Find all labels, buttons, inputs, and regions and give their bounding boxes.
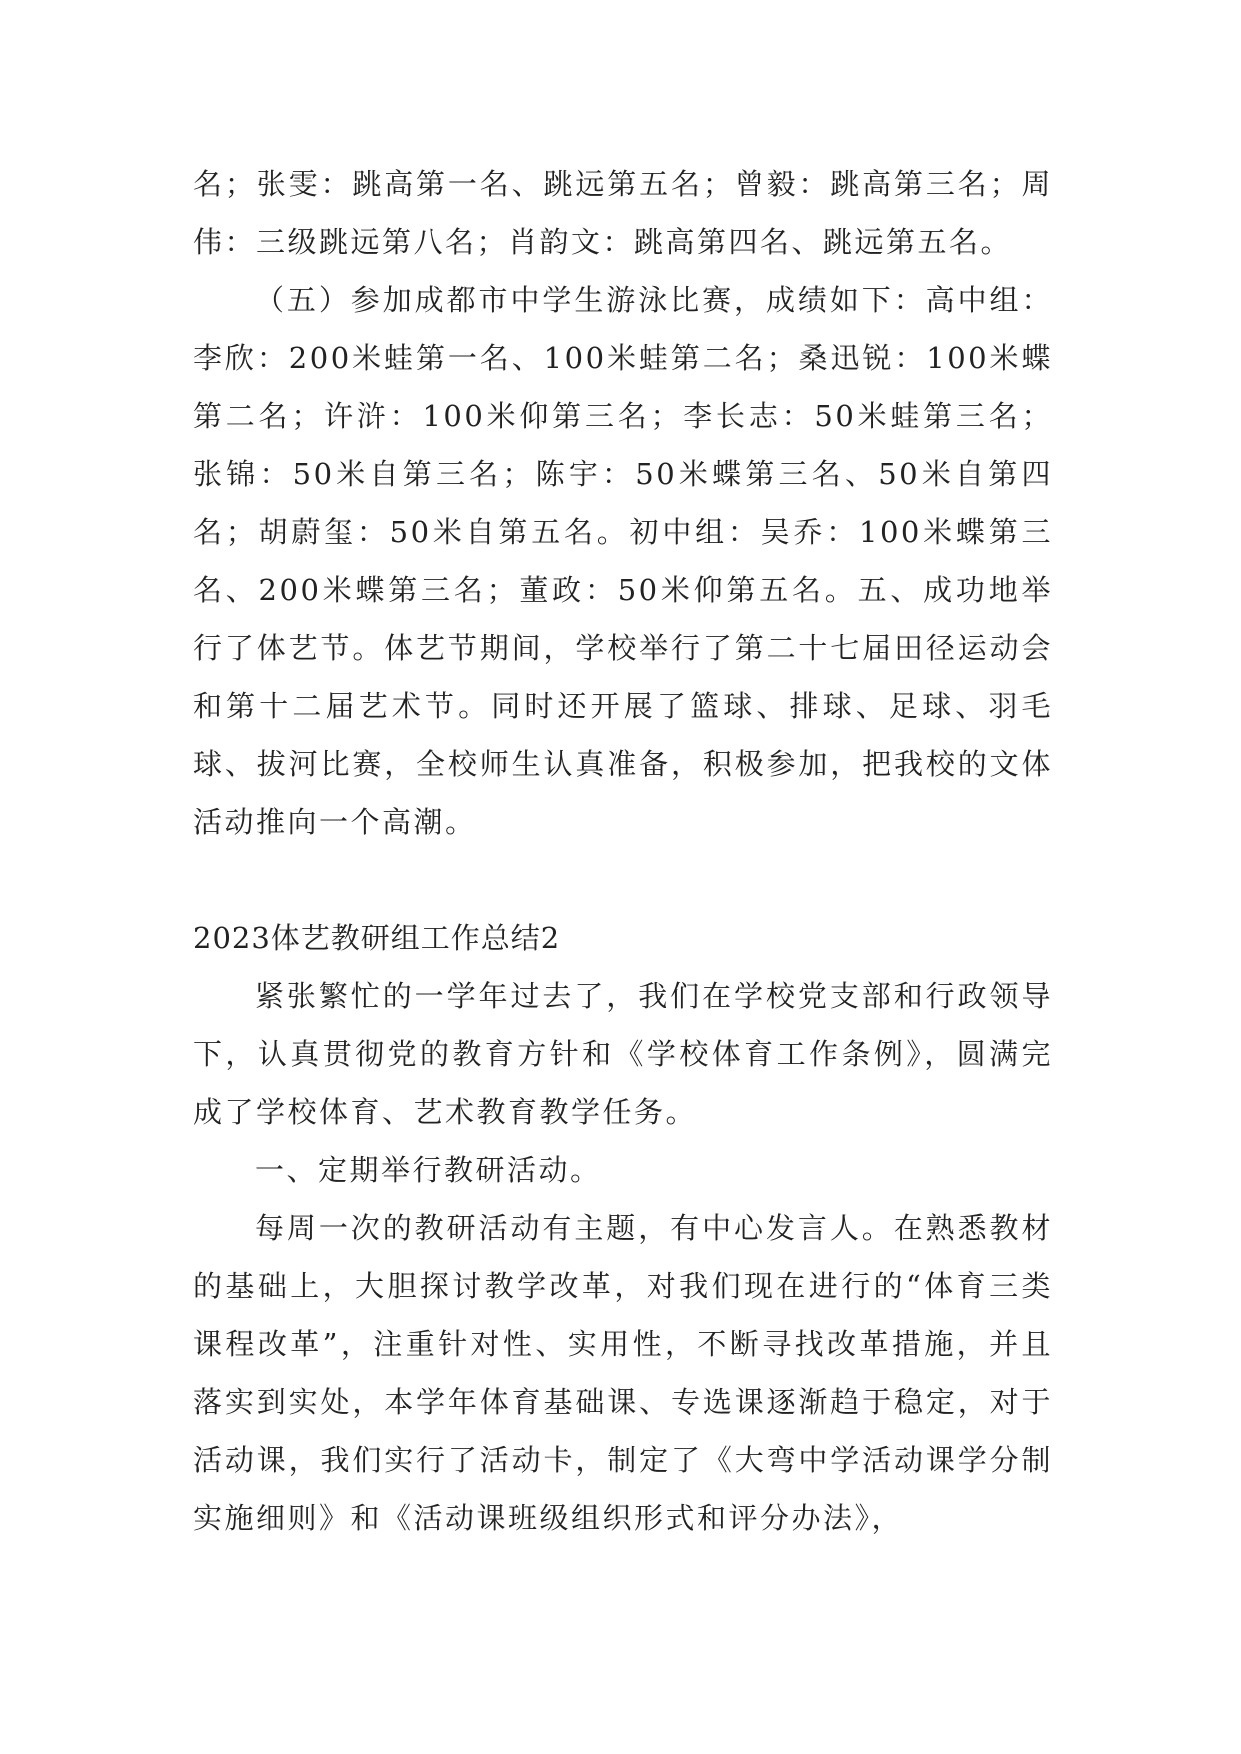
section-title: 2023体艺教研组工作总结2 [193, 921, 561, 955]
paragraph-results-continuation: 名；张雯：跳高第一名、跳远第五名；曾毅：跳高第三名；周伟：三级跳远第八名；肖韵文：跳高第四名、跳远第五名。 [193, 167, 1053, 259]
document-content [193, 155, 1053, 1547]
section-gap [193, 851, 1053, 909]
paragraph-swimming-results: （五）参加成都市中学生游泳比赛，成绩如下：高中组：李欣：200米蛙第一名、100米蛙第二名；桑迅锐：100米蝶第二名；许浒：100米仰第三名；李长志：50米蛙第三名；张锦：50米自第三名；陈宇：50米蝶第三名、50米自第四名；胡蔚玺：50米自第五名。初中组：吴乔：100米蝶第三名、200米蝶第三名；董政：50米仰第五名。五、成功地举行了体艺节。体艺节期间，学校举行了第二十七届田径运动会和第十二届艺术节。同时还开展了篮球、排球、足球、羽毛球、拔河比赛，全校师生认真准备，积极参加，把我校的文体活动推向一个高潮。 [193, 283, 1053, 839]
paragraph-intro: 紧张繁忙的一学年过去了，我们在学校党支部和行政领导下，认真贯彻党的教育方针和《学校体育工作条例》，圆满完成了学校体育、艺术教育教学任务。 [193, 979, 1053, 1129]
paragraph-teaching-research: 每周一次的教研活动有主题，有中心发言人。在熟悉教材的基础上，大胆探讨教学改革，对我们现在进行的“体育三类课程改革”，注重针对性、实用性，不断寻找改革措施，并且落实到实处，本学年体育基础课、专选课逐渐趋于稳定，对于活动课，我们实行了活动卡，制定了《大弯中学活动课学分制实施细则》和《活动课班级组织形式和评分办法》， [193, 1211, 1053, 1535]
heading-teaching-research: 一、定期举行教研活动。 [255, 1153, 602, 1187]
